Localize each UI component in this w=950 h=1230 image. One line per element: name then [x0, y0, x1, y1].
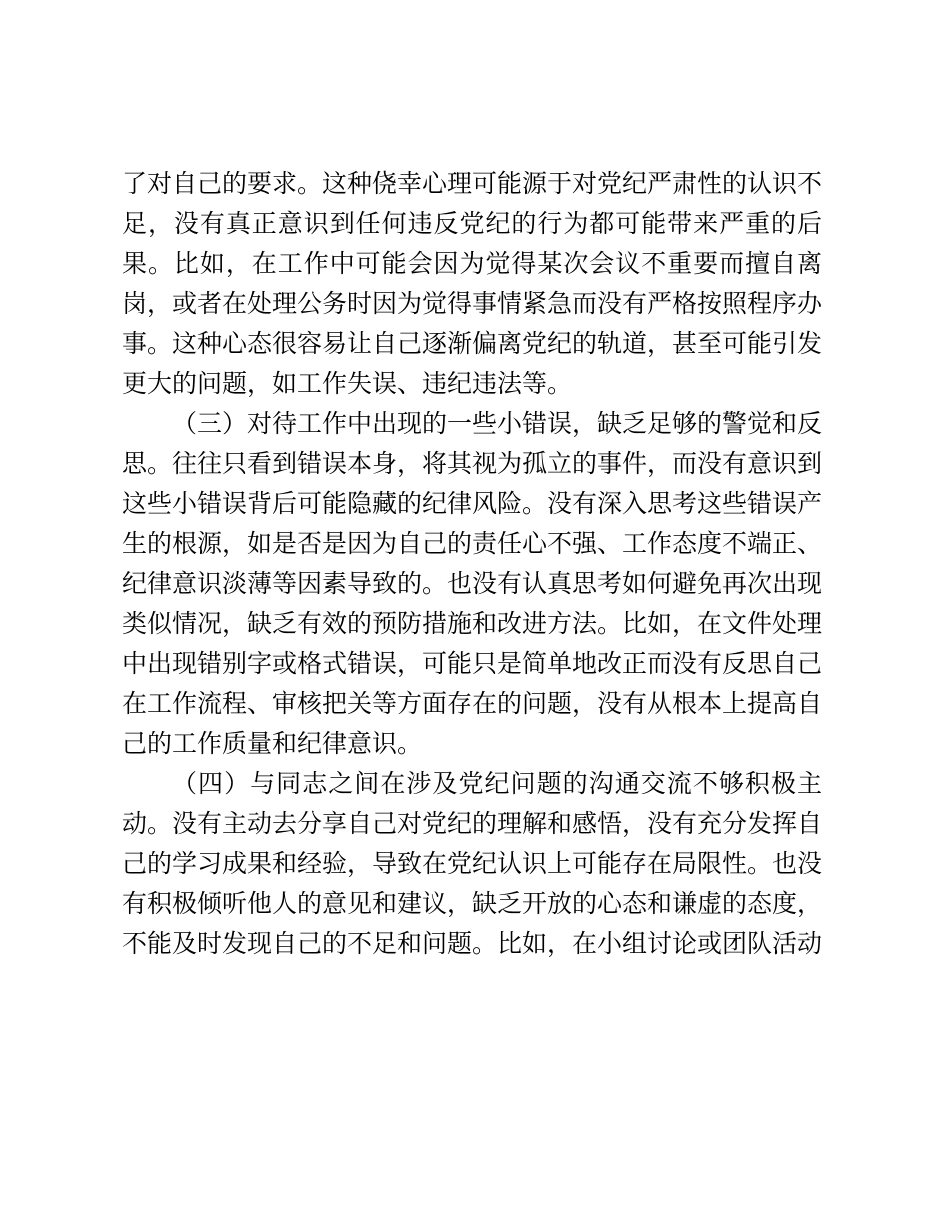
text-line: 动。没有主动去分享自己对党纪的理解和感悟，没有充分发挥自: [122, 809, 823, 838]
text-line: 己的学习成果和经验，导致在党纪认识上可能存在局限性。也没: [122, 849, 823, 878]
section-heading-line: （四）与同志之间在涉及党纪问题的沟通交流不够积极主: [172, 769, 822, 798]
text-line: 纪律意识淡薄等因素导致的。也没有认真思考如何避免再次出现: [122, 569, 823, 598]
text-line: 思。往往只看到错误本身，将其视为孤立的事件，而没有意识到: [122, 449, 823, 478]
text-line: 不能及时发现自己的不足和问题。比如，在小组讨论或团队活动: [122, 929, 823, 958]
text-line: 更大的问题，如工作失误、违纪违法等。: [122, 369, 573, 398]
text-line: 有积极倾听他人的意见和建议，缺乏开放的心态和谦虚的态度，: [122, 889, 823, 918]
text-line: 中出现错别字或格式错误，可能只是简单地改正而没有反思自己: [122, 649, 823, 678]
text-line: 了对自己的要求。这种侥幸心理可能源于对党纪严肃性的认识不: [122, 169, 823, 198]
section-heading-line: （三）对待工作中出现的一些小错误，缺乏足够的警觉和反: [172, 409, 823, 438]
text-line: 果。比如，在工作中可能会因为觉得某次会议不重要而擅自离: [122, 249, 822, 278]
text-line: 事。这种心态很容易让自己逐渐偏离党纪的轨道，甚至可能引发: [122, 329, 823, 358]
text-line: 足，没有真正意识到任何违反党纪的行为都可能带来严重的后: [122, 209, 822, 238]
text-line: 己的工作质量和纪律意识。: [122, 729, 423, 758]
text-line: 这些小错误背后可能隐藏的纪律风险。没有深入思考这些错误产: [122, 489, 823, 518]
text-line: 在工作流程、审核把关等方面存在的问题，没有从根本上提高自: [122, 689, 823, 718]
text-line: 生的根源，如是否是因为自己的责任心不强、工作态度不端正、: [122, 529, 823, 558]
document-body: [122, 164, 822, 964]
text-line: 类似情况，缺乏有效的预防措施和改进方法。比如，在文件处理: [122, 609, 823, 638]
text-line: 岗，或者在处理公务时因为觉得事情紧急而没有严格按照程序办: [122, 289, 823, 318]
